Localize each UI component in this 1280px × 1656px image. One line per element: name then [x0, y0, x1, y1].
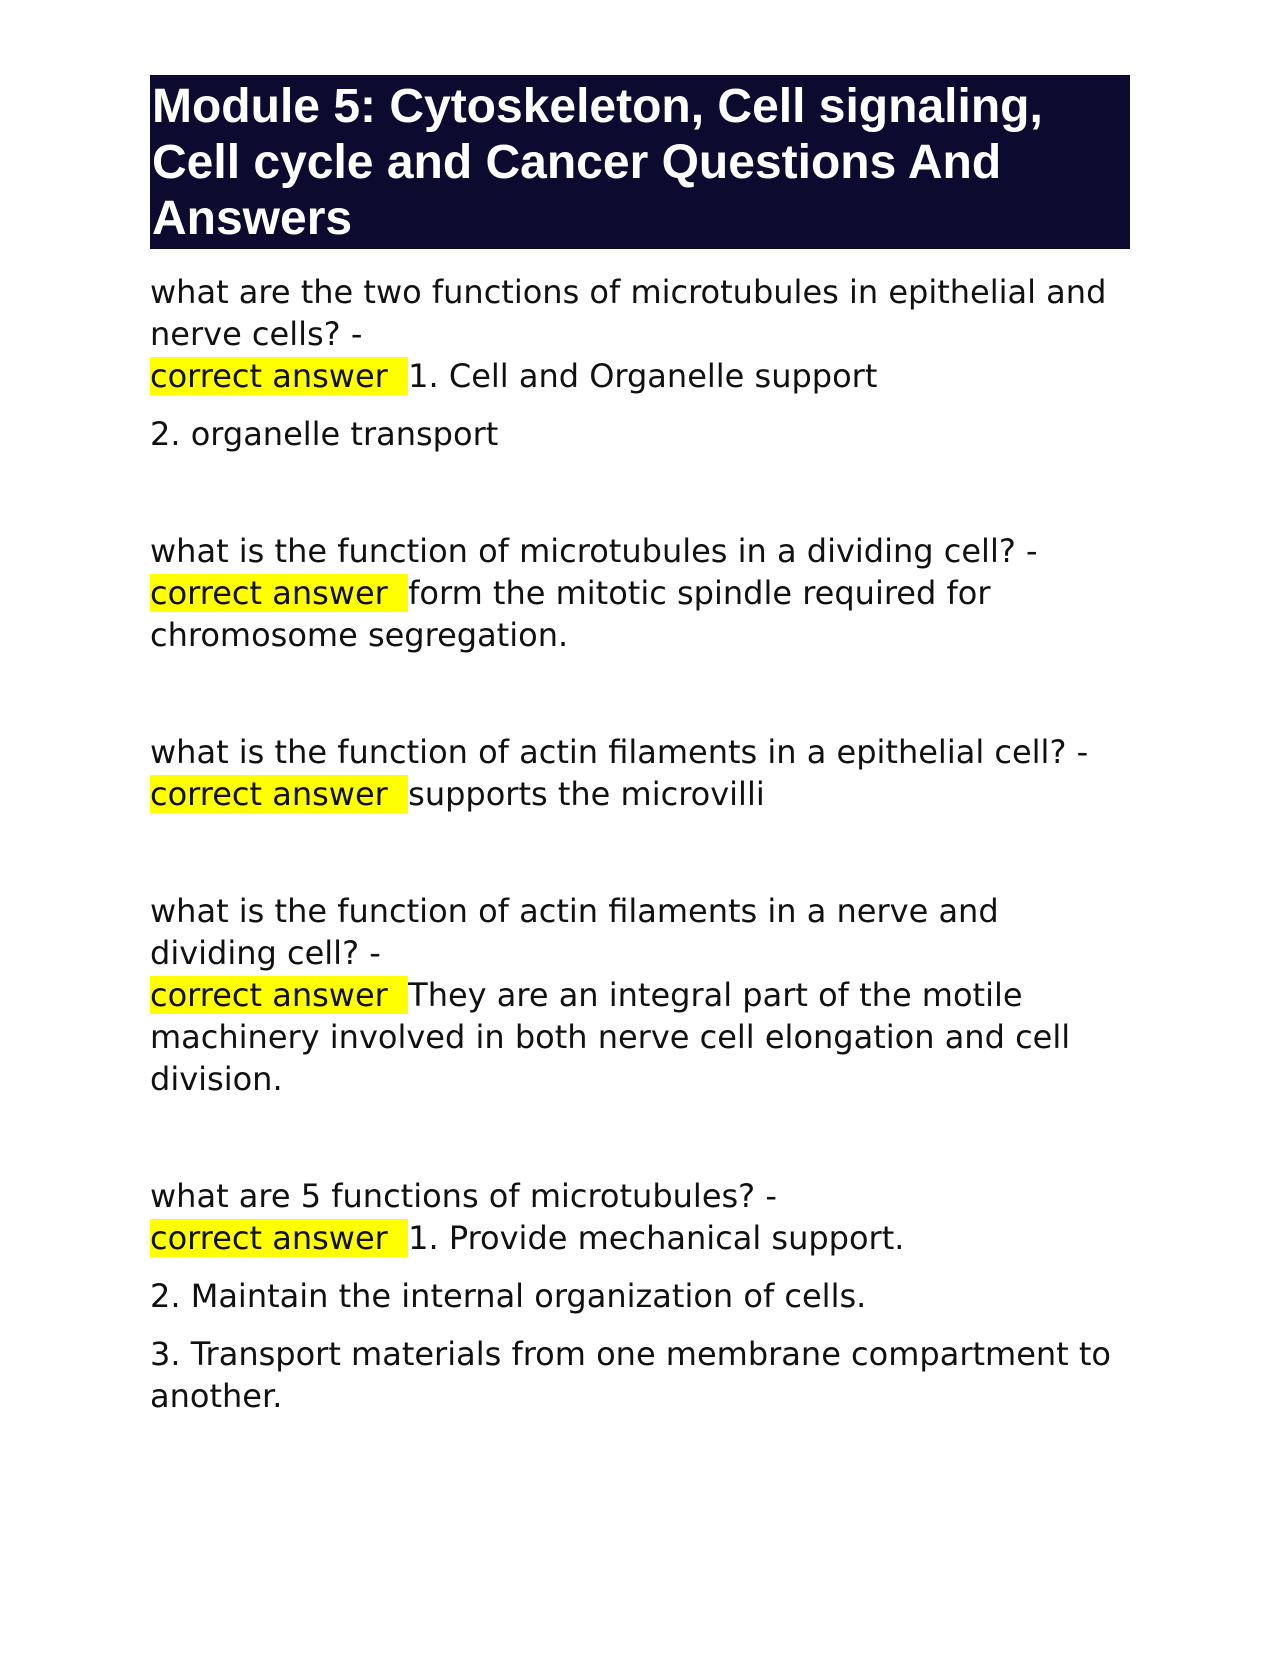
question-text: what are the two functions of microtubules in epithelial and nerve cells? -: [150, 273, 1107, 353]
qa-item: [150, 731, 1130, 815]
correct-answer-label: correct answer: [150, 357, 409, 395]
correct-answer-label: correct answer: [150, 1219, 409, 1257]
answer-extra-line: 2. organelle transport: [150, 415, 499, 453]
correct-answer-label: correct answer: [150, 976, 409, 1014]
answer-extra-line: 2. Maintain the internal organization of cells.: [150, 1277, 867, 1315]
answer-line: [150, 974, 1130, 1100]
answer-line: [150, 355, 1130, 397]
question-text: what is the function of microtubules in a dividing cell? -: [150, 532, 1038, 570]
correct-answer-label: correct answer: [150, 574, 409, 612]
correct-answer-label: correct answer: [150, 775, 409, 813]
answer-line: [150, 572, 1130, 656]
answer-extra-line: 3. Transport materials from one membrane compartment to another.: [150, 1335, 1111, 1415]
answer-text: 1. Provide mechanical support.: [408, 1219, 905, 1257]
answer-line: [150, 773, 1130, 815]
question-text: what is the function of actin filaments in a nerve and dividing cell? -: [150, 892, 999, 972]
qa-item: [150, 530, 1130, 656]
question-text: what is the function of actin filaments in a epithelial cell? -: [150, 733, 1089, 771]
qa-item: [150, 271, 1130, 455]
answer-text: supports the microvilli: [408, 775, 765, 813]
answer-text: 1. Cell and Organelle support: [408, 357, 878, 395]
answer-text: They are an integral part of the motile machinery involved in both nerve cell elongation and cell division.: [150, 976, 1071, 1098]
qa-item: [150, 890, 1130, 1100]
answer-text: form the mitotic spindle required for chromosome segregation.: [150, 574, 991, 654]
document-page: [150, 75, 1130, 1417]
question-text: what are 5 functions of microtubules? -: [150, 1177, 777, 1215]
qa-item: [150, 1175, 1130, 1417]
answer-line: [150, 1217, 1130, 1259]
document-title: Module 5: Cytoskeleton, Cell signaling, Cell cycle and Cancer Questions And Answers: [150, 75, 1130, 249]
